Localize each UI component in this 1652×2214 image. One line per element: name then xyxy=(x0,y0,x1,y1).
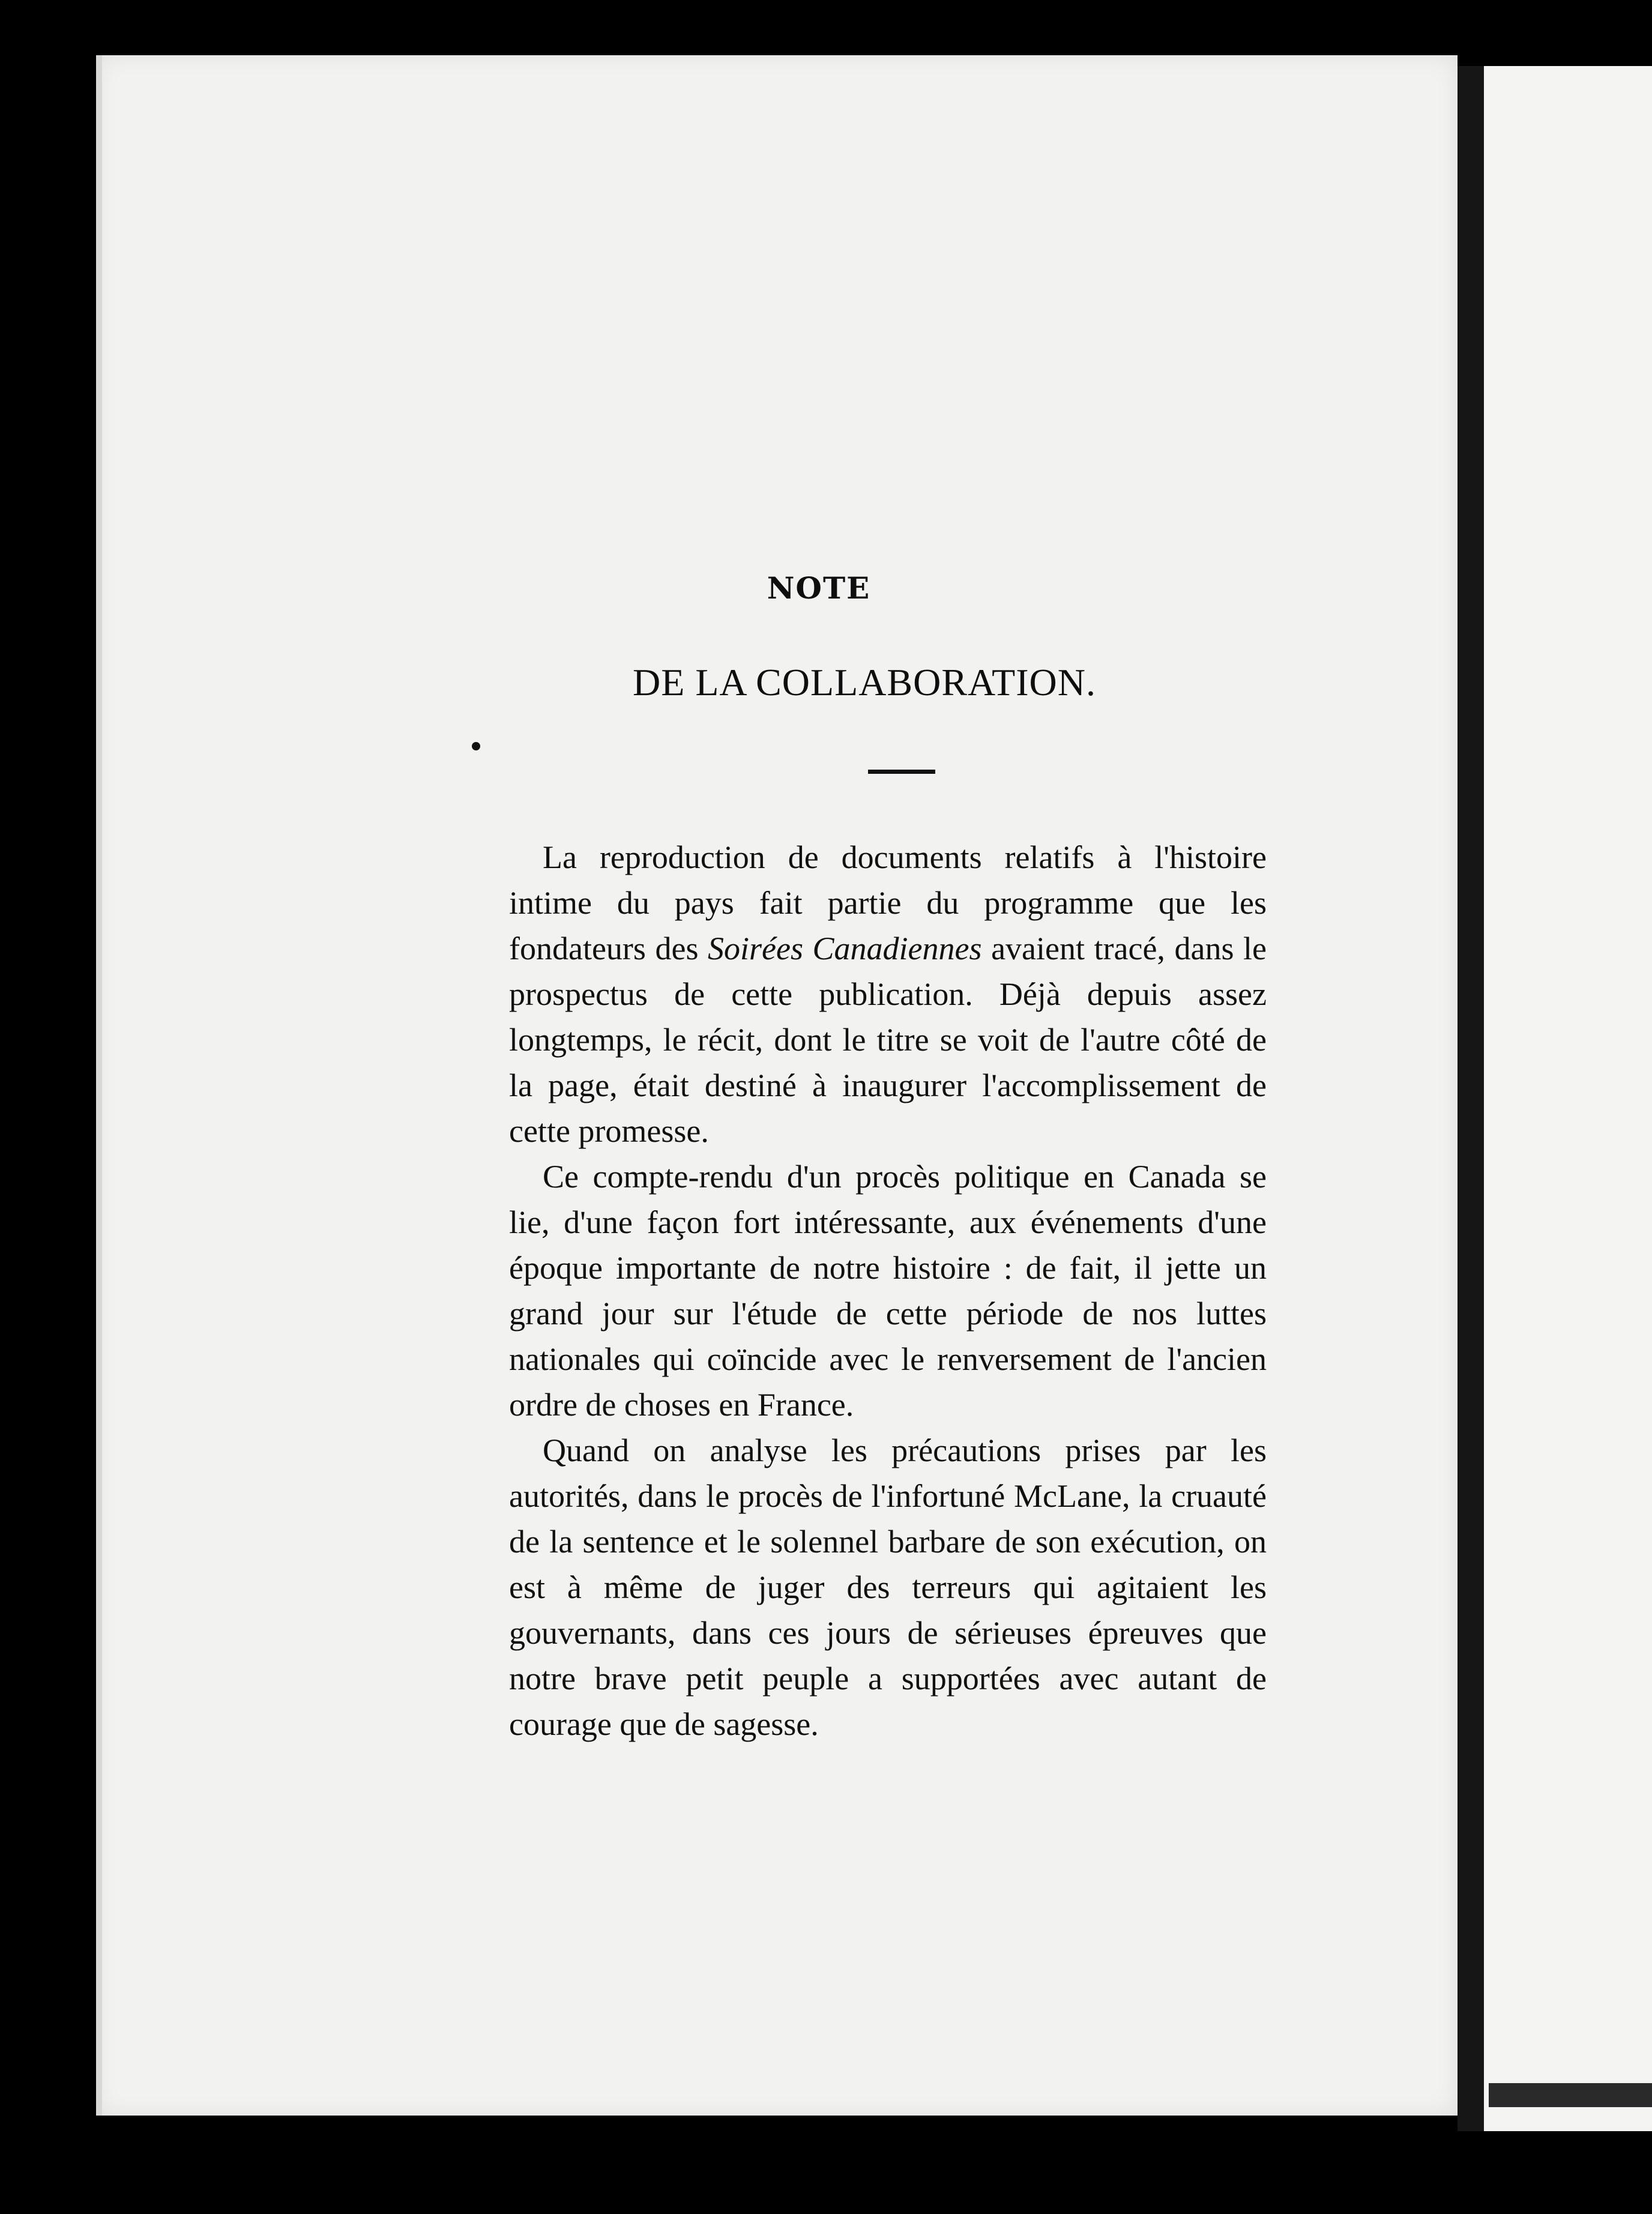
book-spine xyxy=(1458,66,1484,2131)
paragraph-2: Ce compte-rendu d'un procès politique en Canada se lie, d'une façon fort intéressante, aux événements d'une époque importante de notre histoire : de fait, il jette un grand jour sur l'étude de cette période de nos luttes nationales qui coïncide avec le renversement de l'ancien ordre de choses en France. xyxy=(509,1159,1267,1423)
page-edge xyxy=(96,55,102,2116)
note-heading: NOTE xyxy=(767,570,871,606)
paragraph-1 xyxy=(509,834,1267,1154)
facing-page-edge xyxy=(1489,2083,1652,2107)
ink-speck xyxy=(472,742,480,750)
paragraph-1-after: avaient tracé, dans le prospectus de cette publication. Déjà depuis assez longtemps, le récit, dont le titre se voit de l'autre côté de la page, était destiné à inaugurer l'accomplissement de cette promesse. xyxy=(509,931,1267,1149)
collaboration-heading: DE LA COLLABORATION. xyxy=(633,661,1096,704)
facing-page xyxy=(1484,66,1652,2131)
note-body xyxy=(509,834,1267,1747)
paragraph-1-before: La reproduction de documents relatifs à l'histoire intime du pays fait partie du programme que les fondateurs des xyxy=(509,839,1267,967)
paragraph-3: Quand on analyse les précautions prises par les autorités, dans le procès de l'infortuné McLane, la cruauté de la sentence et le solennel barbare de son exécution, on est à même de juger des terreurs qui agitaient les gouvernants, dans ces jours de sérieuses épreuves que notre brave petit peuple a supportées avec autant de courage que de sagesse. xyxy=(509,1432,1267,1742)
publication-title: Soirées Canadiennes xyxy=(708,931,982,967)
heading-rule xyxy=(868,770,935,774)
